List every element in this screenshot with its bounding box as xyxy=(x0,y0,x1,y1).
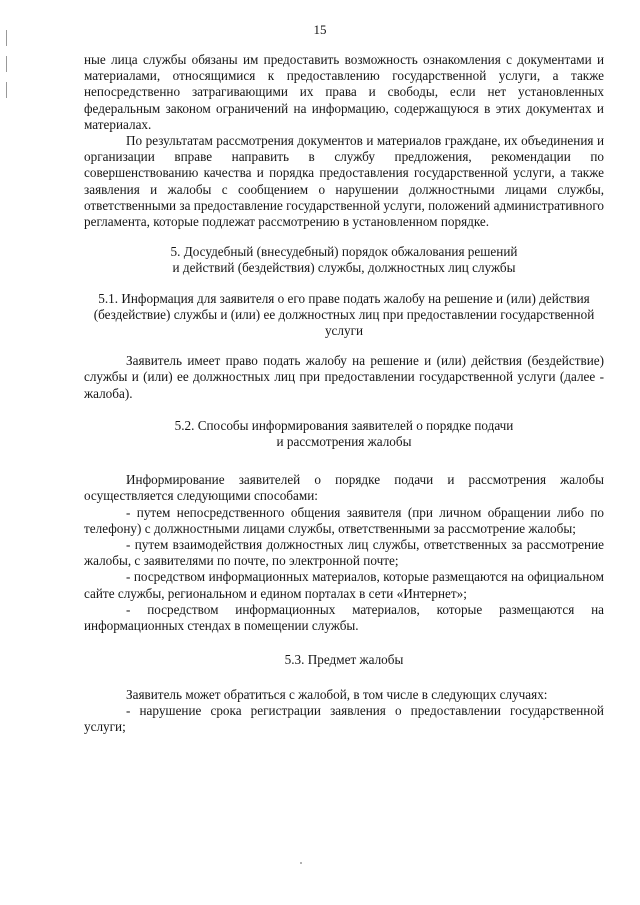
list-item: - путем непосредственного общения заявителя (при личном обращении либо по телефону) с должностными лицами службы, ответственными за рассмотрение жалобы; xyxy=(84,504,604,536)
list-item: - посредством информационных материалов, которые размещаются на официальном сайте службы, региональном и едином порталах в сети «Интернет»; xyxy=(84,569,604,601)
scan-speck xyxy=(300,862,302,864)
page-number: 15 xyxy=(313,22,327,37)
subsection-heading: 5.3. Предмет жалобы xyxy=(284,652,404,668)
list-item: - путем взаимодействия должностных лиц службы, ответственных за рассмотрение жалобы, с заявителями по почте, по электронной почте; xyxy=(84,537,604,569)
heading-line: и действий (бездействия) службы, должностных лиц службы xyxy=(172,260,516,276)
binding-mark xyxy=(6,56,7,72)
page-content xyxy=(84,52,604,735)
paragraph: ные лица службы обязаны им предоставить возможность ознакомления с документами и материалами, относящимися к предоставлению государственной услуги, а также непосредственно затрагивающими их права и свободы, если нет установленных федеральным законом ограничений на информацию, содержащуюся в этих документах и материалах. xyxy=(84,52,604,132)
binding-marks xyxy=(6,30,7,108)
binding-mark xyxy=(6,82,7,98)
list-item: - нарушение срока регистрации заявления о предоставлении государственной услуги; xyxy=(84,702,604,734)
section-heading xyxy=(84,244,604,276)
heading-line: 5. Досудебный (внесудебный) порядок обжалования решений xyxy=(170,244,518,260)
list-item: - посредством информационных материалов, которые размещаются на информационных стендах в помещении службы. xyxy=(84,601,604,634)
paragraph: Заявитель может обратиться с жалобой, в том числе в следующих случаях: xyxy=(126,686,548,702)
paragraph: Информирование заявителей о порядке подачи и рассмотрения жалобы осуществляется следующими способами: xyxy=(84,472,604,504)
subsection-heading: 5.1. Информация для заявителя о его праве подать жалобу на решение и (или) действия (бездействие) службы и (или) ее должностных лиц при предоставлении государственной услуги xyxy=(93,290,595,339)
heading-line: 5.2. Способы информирования заявителей о порядке подачи xyxy=(174,417,514,433)
paragraph: По результатам рассмотрения документов и материалов граждане, их объединения и организации вправе направить в службу предложения, рекомендации по совершенствованию качества и порядка предоставления государственной услуги, а также заявления и жалобы с сообщением о нарушении должностными лицами службы, ответственными за предоставление государственной услуги, положений административного регламента, которые подлежат рассмотрению в установленном порядке. xyxy=(84,133,604,230)
paragraph: Заявитель имеет право подать жалобу на решение и (или) действия (бездействие) службы и (или) ее должностных лиц при предоставлении государственной услуги (далее - жалоба). xyxy=(84,353,604,401)
subsection-heading xyxy=(84,418,604,450)
heading-line: и рассмотрения жалобы xyxy=(276,434,412,450)
